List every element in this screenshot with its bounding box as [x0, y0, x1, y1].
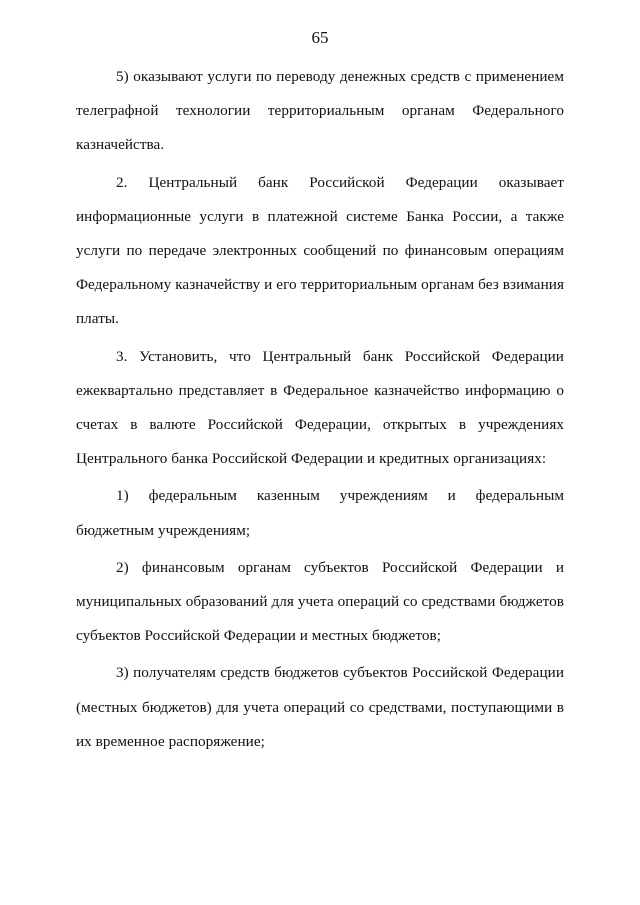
page-number: 65 [311, 28, 329, 47]
paragraph-item-5-money-transfer: 5) оказывают услуги по переводу денежных средств с применением телеграфной технологии территориальным органам Федерального казначейства. [76, 68, 564, 154]
document-body [76, 60, 564, 762]
paragraph-item-1-federal-institutions: 1) федеральным казенным учреждениям и федеральным бюджетным учреждениям; [76, 487, 564, 539]
paragraph-item-3-budget-recipients: 3) получателям средств бюджетов субъектов Российской Федерации (местных бюджетов) для учета операций со средствами, поступающими в их временное распоряжение; [76, 664, 564, 750]
paragraph-item-2-financial-bodies: 2) финансовым органам субъектов Российской Федерации и муниципальных образований для учета операций со средствами бюджетов субъектов Российской Федерации и местных бюджетов; [76, 558, 564, 645]
paragraph-2-central-bank-services: 2. Центральный банк Российской Федерации оказывает информационные услуги в платежной системе Банка России, а также услуги по передаче электронных сообщений по финансовым операциям Федеральному казначейству и его территориальным органам без взимания платы. [76, 173, 564, 328]
paragraph-3-quarterly-reporting: 3. Установить, что Центральный банк Российской Федерации ежеквартально представляет в Федеральное казначейство информацию о счетах в валюте Российской Федерации, открытых в учреждениях Центрального банка Российской Федерации и кредитных организациях: [76, 347, 564, 468]
